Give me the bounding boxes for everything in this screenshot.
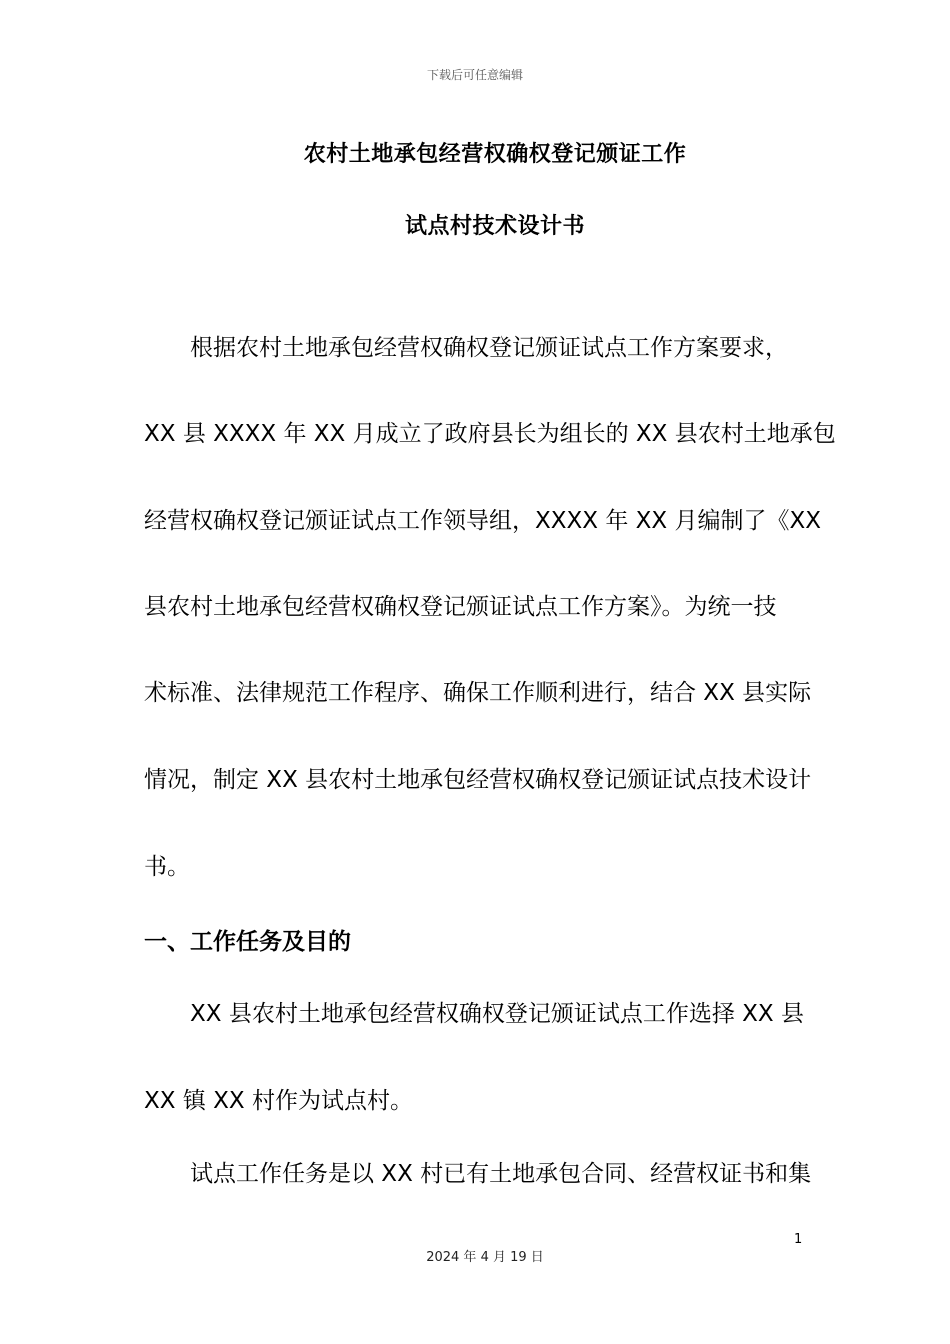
section-1-paragraph-1-line-2: XX 镇 XX 村作为试点村。 [144, 1088, 413, 1114]
section-1-heading: 一、工作任务及目的 [144, 929, 351, 955]
paragraph-1-line-7: 书。 [144, 854, 190, 880]
paragraph-1-line-2: XX 县 XXXX 年 XX 月成立了政府县长为组长的 XX 县农村土地承包 [144, 421, 836, 447]
paragraph-1-line-3: 经营权确权登记颁证试点工作领导组，XXXX 年 XX 月编制了《XX [144, 508, 821, 534]
paragraph-1-line-4: 县农村土地承包经营权确权登记颁证试点工作方案》。为统一技 [144, 594, 777, 620]
page-number: 1 [794, 1232, 803, 1247]
paragraph-1-line-6: 情况，制定 XX 县农村土地承包经营权确权登记颁证试点技术设计 [144, 767, 812, 793]
document-title-line-1: 农村土地承包经营权确权登记颁证工作 [303, 142, 687, 167]
paragraph-1-line-5: 术标准、法律规范工作程序、确保工作顺利进行，结合 XX 县实际 [144, 680, 812, 706]
footer-date: 2024 年 4 月 19 日 [426, 1250, 544, 1265]
section-1-paragraph-1-line-1: XX 县农村土地承包经营权确权登记颁证试点工作选择 XX 县 [190, 1001, 804, 1027]
section-1-paragraph-2-line-1: 试点工作任务是以 XX 村已有土地承包合同、经营权证书和集 [190, 1161, 812, 1187]
header-note: 下载后可任意编辑 [426, 68, 523, 82]
document-title-line-2: 试点村技术设计书 [404, 214, 585, 239]
paragraph-1-line-1: 根据农村土地承包经营权确权登记颁证试点工作方案要求， [190, 335, 788, 361]
